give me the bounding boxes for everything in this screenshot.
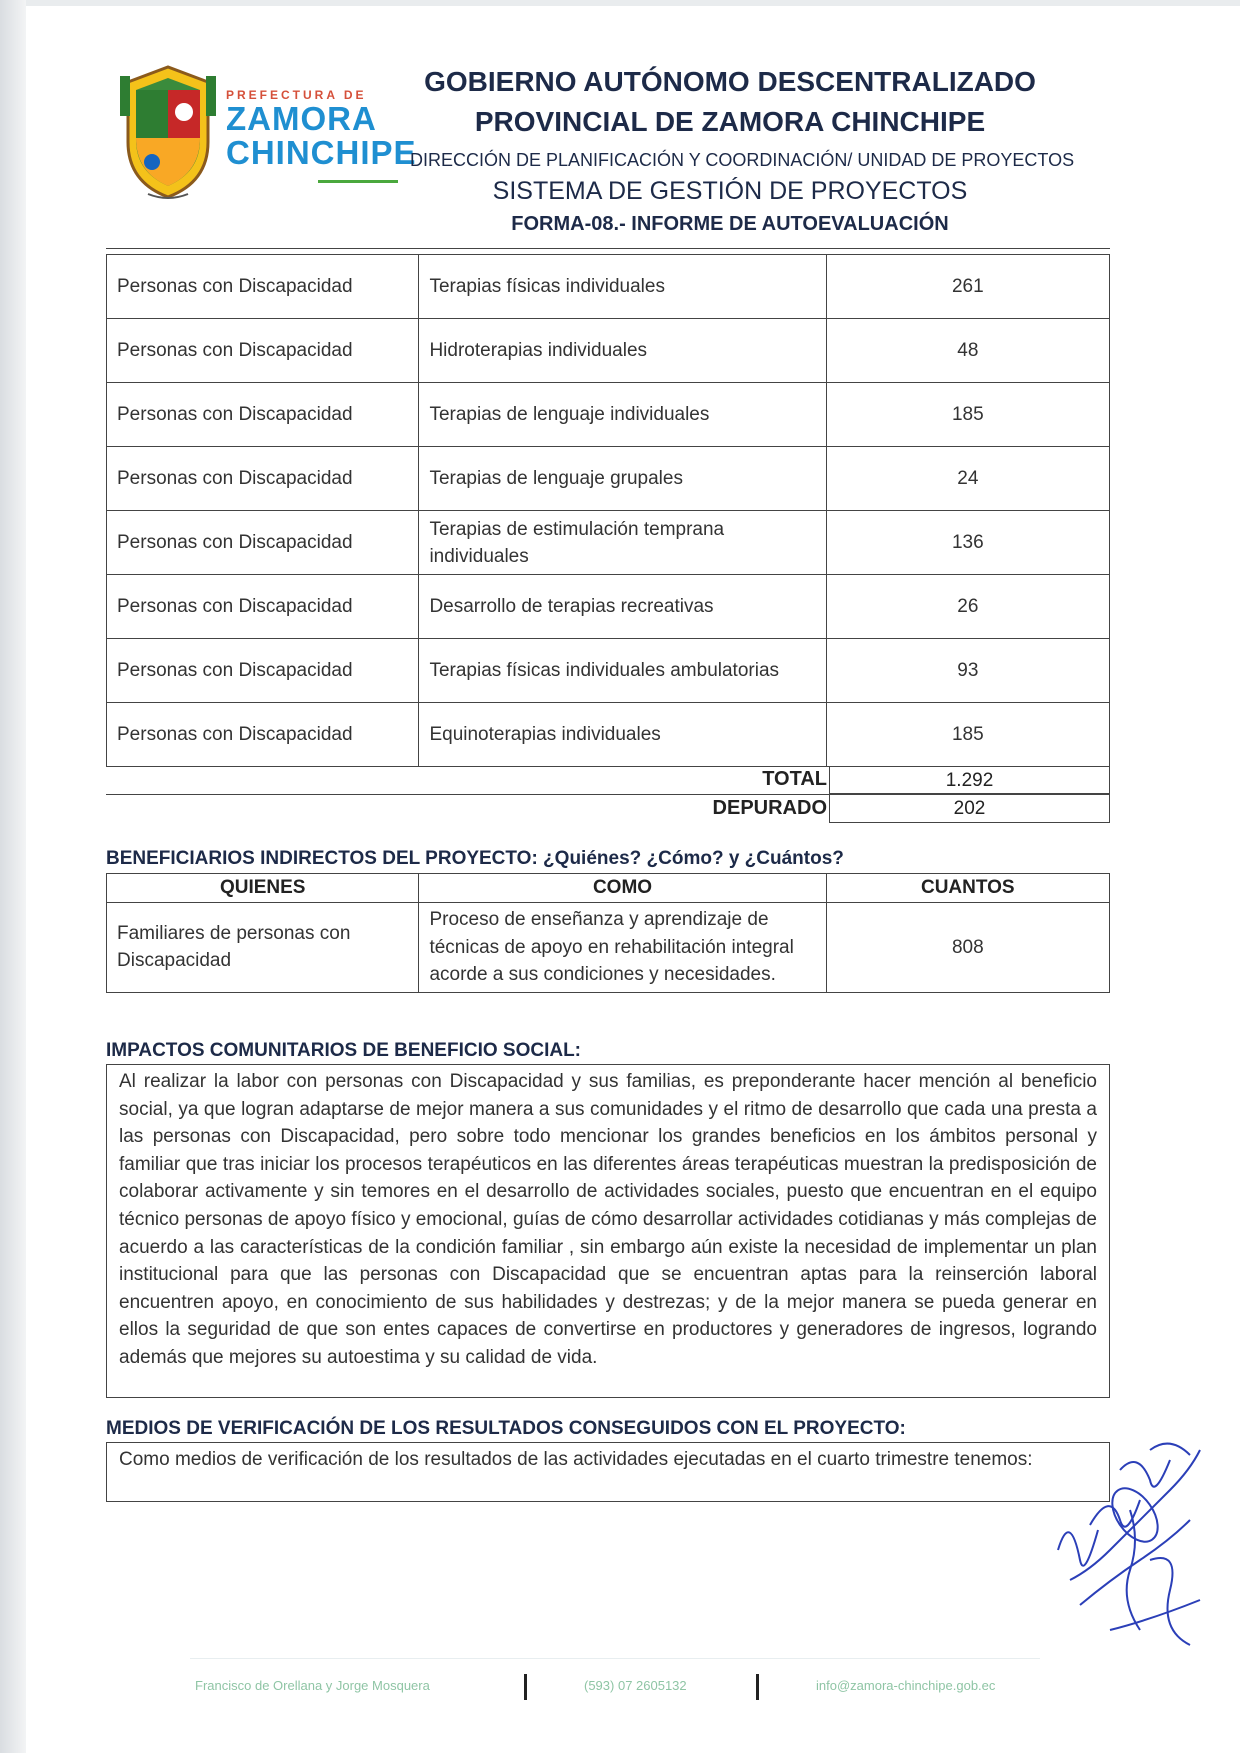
- table-row: [107, 703, 1110, 767]
- cell-cuantos: 808: [826, 903, 1109, 993]
- cell-como: Terapias físicas individuales: [419, 255, 826, 319]
- cell-cuantos: 48: [826, 319, 1109, 383]
- cell-cuantos: 93: [826, 639, 1109, 703]
- depurado-row: [106, 795, 1110, 823]
- cell-cuantos: 136: [826, 511, 1109, 575]
- table-header-row: [107, 874, 1110, 903]
- handwritten-signature: [1050, 1430, 1210, 1660]
- cell-como: Terapias de lenguaje individuales: [419, 383, 826, 447]
- depurado-label: DEPURADO: [712, 797, 827, 819]
- brand-logo: [226, 88, 417, 183]
- cell-quienes: Personas con Discapacidad: [107, 319, 419, 383]
- cell-cuantos: 26: [826, 575, 1109, 639]
- header-divider: [106, 248, 1110, 249]
- cell-quienes: Personas con Discapacidad: [107, 639, 419, 703]
- cell-como: Equinoterapias individuales: [419, 703, 826, 767]
- direct-beneficiaries-table: [106, 254, 1110, 767]
- total-value: 1.292: [829, 766, 1110, 794]
- logo-chinchipe: CHINCHIPE: [226, 134, 417, 171]
- form-title: FORMA-08.- INFORME DE AUTOEVALUACIÓN: [511, 213, 949, 235]
- logo-prefix: PREFECTURA DE: [226, 88, 367, 102]
- coat-of-arms-icon: [118, 62, 218, 202]
- indirect-beneficiaries-table: [106, 873, 1110, 993]
- footer-separator: [756, 1674, 759, 1700]
- cell-como: Terapias de lenguaje grupales: [419, 447, 826, 511]
- cell-como: Hidroterapias individuales: [419, 319, 826, 383]
- cell-quienes: Personas con Discapacidad: [107, 255, 419, 319]
- footer-phone: (593) 07 2605132: [584, 1678, 687, 1693]
- header-line-1: GOBIERNO AUTÓNOMO DESCENTRALIZADO: [424, 66, 1036, 97]
- table-row: [107, 383, 1110, 447]
- table-row: [107, 255, 1110, 319]
- logo-underline: [318, 180, 398, 183]
- scan-edge-top: [0, 0, 1240, 6]
- table-row: [107, 575, 1110, 639]
- cell-como: Desarrollo de terapias recreativas: [419, 575, 826, 639]
- footer-divider: [190, 1658, 1040, 1659]
- table-row: [107, 511, 1110, 575]
- scan-edge-left: [0, 0, 26, 1753]
- cell-quienes: Personas con Discapacidad: [107, 575, 419, 639]
- table-row: [107, 903, 1110, 993]
- cell-como: Proceso de enseñanza y aprendizaje de técnicas de apoyo en rehabilitación integral acorde a sus condiciones y necesidades.: [419, 903, 826, 993]
- cell-quienes: Familiares de personas con Discapacidad: [107, 903, 419, 993]
- header-line-3: DIRECCIÓN DE PLANIFICACIÓN Y COORDINACIÓN/ UNIDAD DE PROYECTOS: [410, 150, 1075, 170]
- header-line-4: SISTEMA DE GESTIÓN DE PROYECTOS: [492, 177, 968, 205]
- cell-quienes: Personas con Discapacidad: [107, 383, 419, 447]
- total-row: [106, 766, 1110, 794]
- verification-title: MEDIOS DE VERIFICACIÓN DE LOS RESULTADOS CONSEGUIDOS CON EL PROYECTO:: [106, 1418, 906, 1439]
- table-row: [107, 639, 1110, 703]
- indirect-beneficiaries-title: BENEFICIARIOS INDIRECTOS DEL PROYECTO: ¿Quiénes? ¿Cómo? y ¿Cuántos?: [106, 848, 844, 869]
- impacts-title: IMPACTOS COMUNITARIOS DE BENEFICIO SOCIAL:: [106, 1040, 582, 1061]
- cell-cuantos: 261: [826, 255, 1109, 319]
- cell-quienes: Personas con Discapacidad: [107, 447, 419, 511]
- cell-como: Terapias de estimulación temprana individuales: [419, 511, 826, 575]
- table-row: [107, 447, 1110, 511]
- footer-address: Francisco de Orellana y Jorge Mosquera: [195, 1678, 430, 1693]
- footer-separator: [524, 1674, 527, 1700]
- cell-quienes: Personas con Discapacidad: [107, 703, 419, 767]
- header-cuantos: CUANTOS: [826, 874, 1109, 903]
- header-quienes: QUIENES: [107, 874, 419, 903]
- cell-cuantos: 185: [826, 703, 1109, 767]
- header-como: COMO: [419, 874, 826, 903]
- cell-cuantos: 24: [826, 447, 1109, 511]
- table-row: [107, 319, 1110, 383]
- cell-como: Terapias físicas individuales ambulatorias: [419, 639, 826, 703]
- verification-text: Como medios de verificación de los resultados de las actividades ejecutadas en el cuarto trimestre tenemos:: [106, 1442, 1110, 1502]
- depurado-value: 202: [829, 795, 1110, 823]
- header-line-2: PROVINCIAL DE ZAMORA CHINCHIPE: [474, 106, 986, 137]
- impacts-text: Al realizar la labor con personas con Discapacidad y sus familias, es preponderante hacer mención al beneficio social, ya que logran adaptarse de mejor manera a sus comunidades y el ritmo de desarrollo que cada una presta a las personas con Discapacidad, pero sobre todo mencionar los grandes beneficios en los ámbitos personal y familiar que tras iniciar los procesos terapéuticos en las diferentes áreas terapéuticas muestran la predisposición de colaborar activamente y sin temores en el desarrollo de actividades sociales, puesto que encuentran en el equipo técnico personas de apoyo físico y emocional, guías de cómo desarrollar actividades cotidianas y más complejas de acuerdo a las características de la condición familiar , sin embargo aún existe la necesidad de implementar un plan institucional para que las personas con Discapacidad que se encuentran aptas para la reinserción laboral encuentren apoyo, en conocimiento de sus habilidades y destrezas; y de la mejor manera se pueda generar en ellos la seguridad de que son entes capaces de convertirse en productores y generadores de ingresos, logrando además que mejores su autoestima y su calidad de vida.: [106, 1064, 1110, 1398]
- cell-cuantos: 185: [826, 383, 1109, 447]
- total-label: TOTAL: [762, 768, 827, 790]
- logo-zamora: ZAMORA: [226, 100, 377, 137]
- cell-quienes: Personas con Discapacidad: [107, 511, 419, 575]
- footer-email[interactable]: info@zamora-chinchipe.gob.ec: [816, 1678, 996, 1693]
